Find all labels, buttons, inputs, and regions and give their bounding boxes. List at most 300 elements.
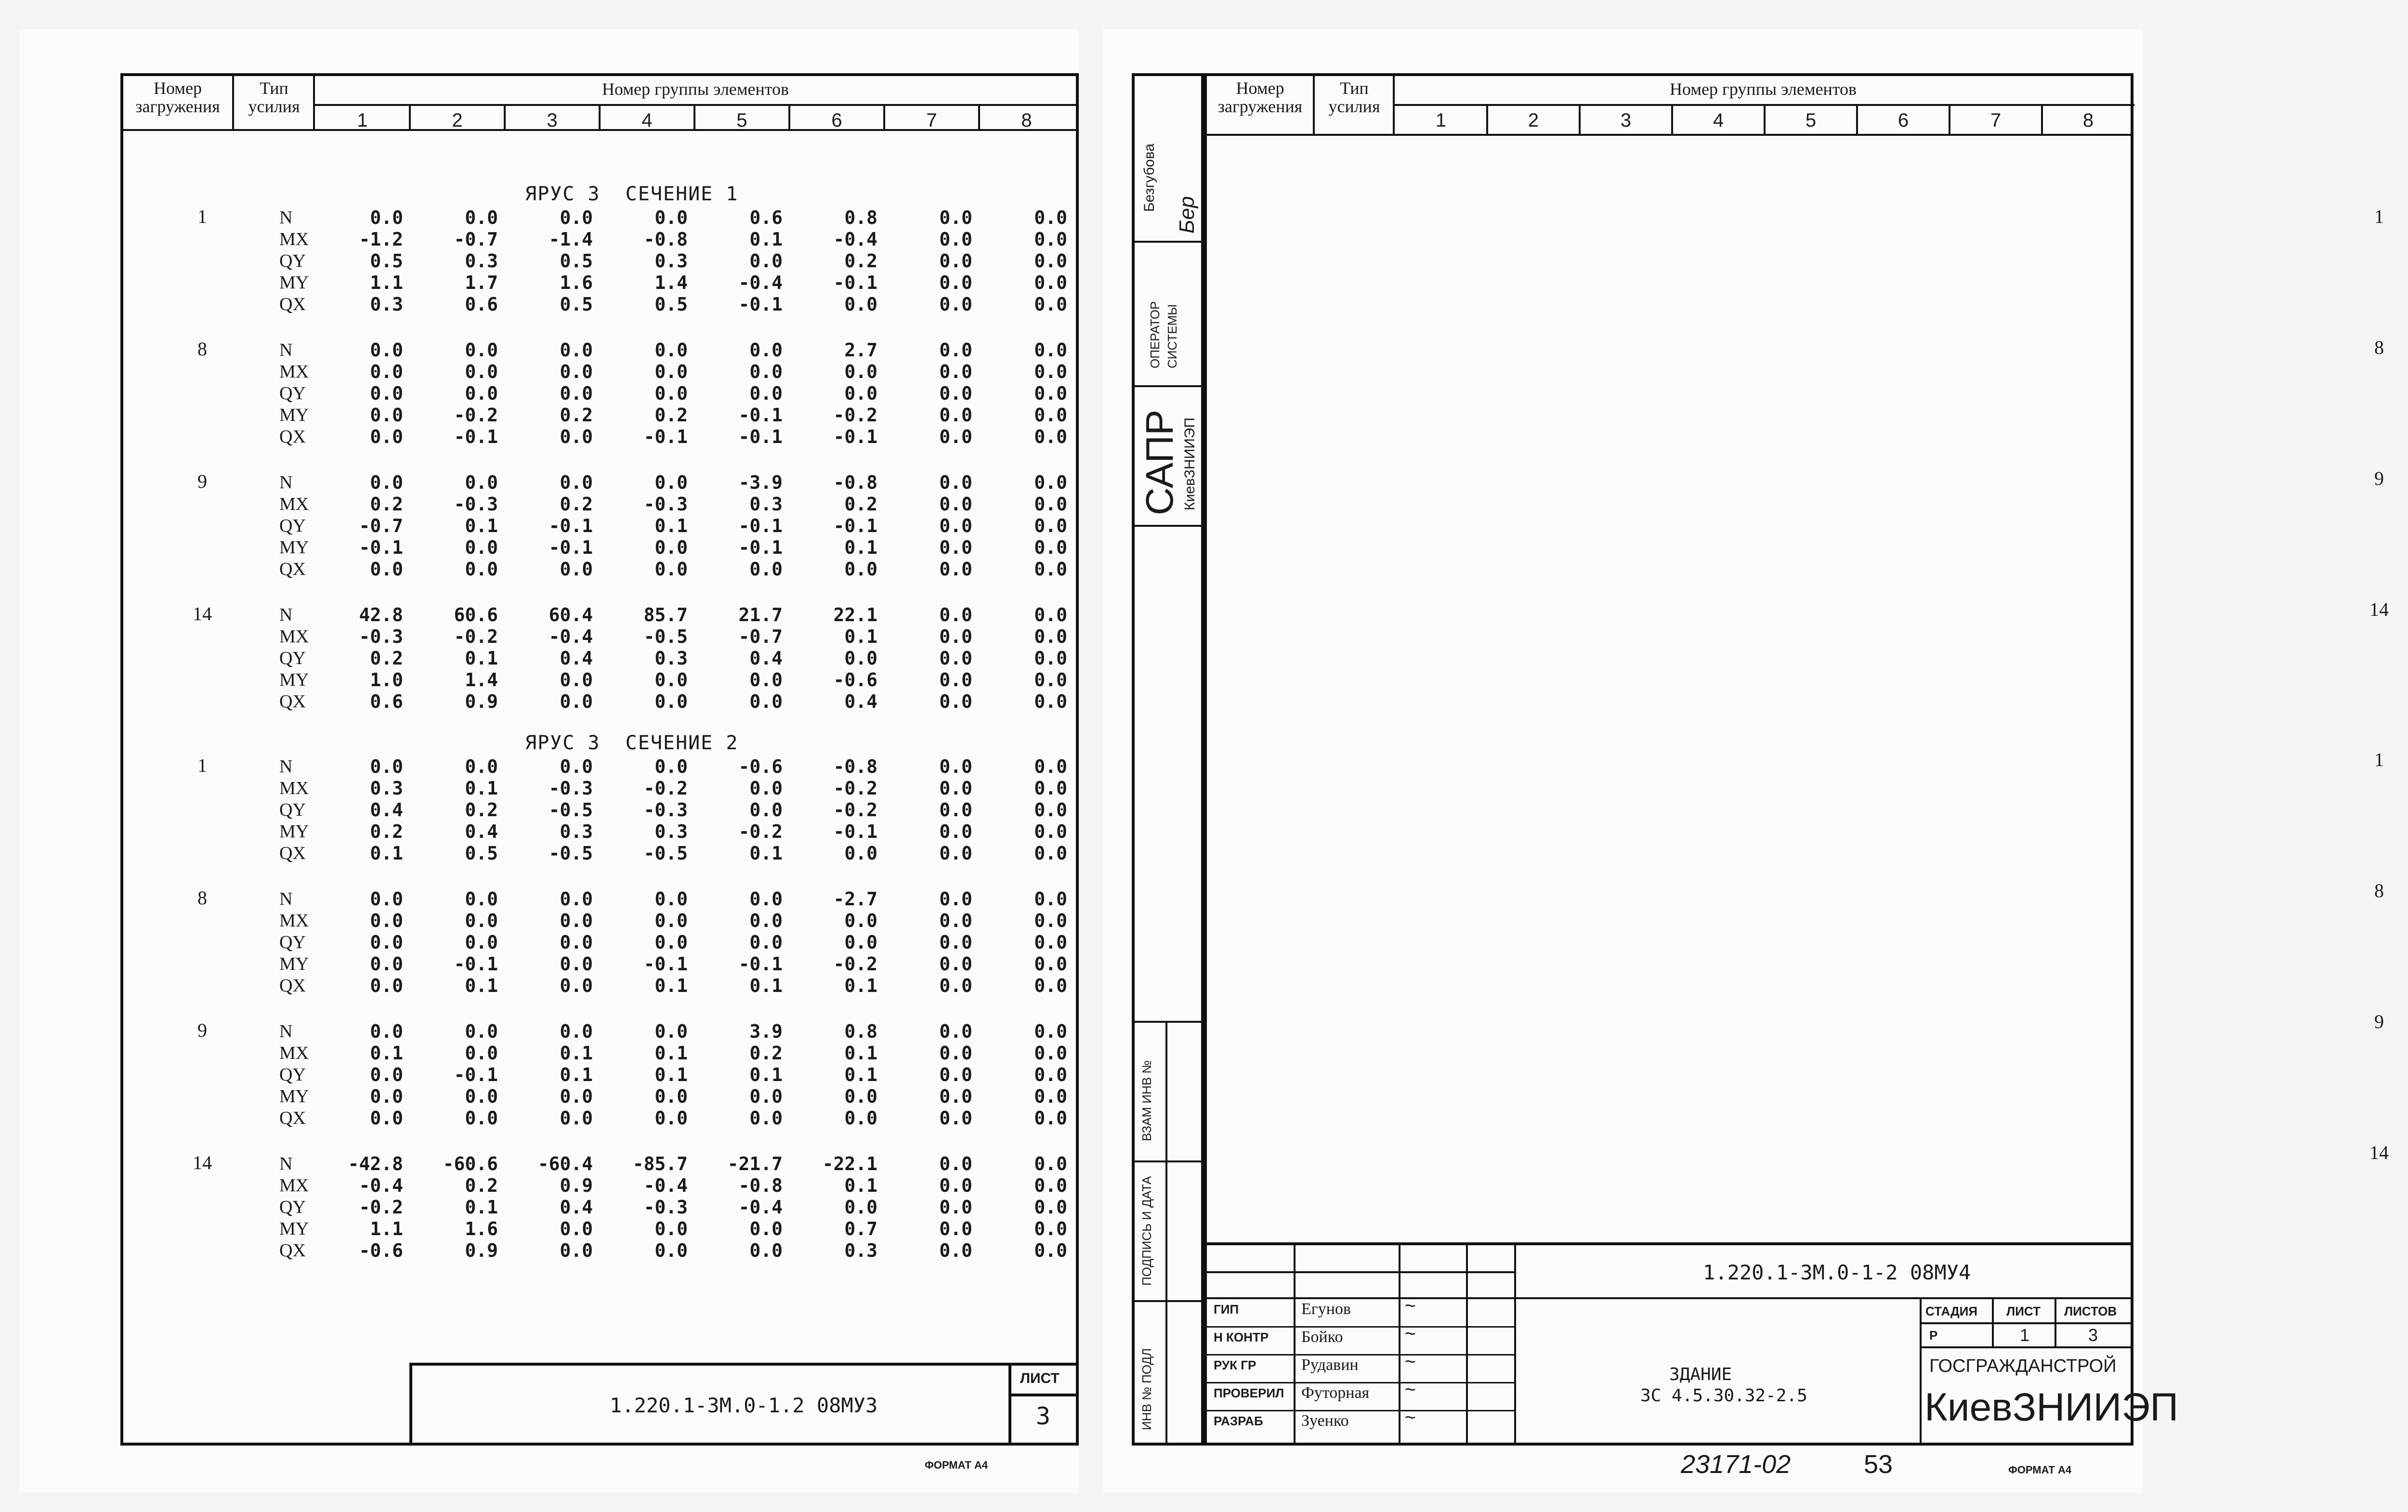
value-cell: 0.0	[654, 339, 688, 361]
value-cell: 0.1	[654, 1064, 688, 1085]
right-load-number: 8	[2374, 337, 2384, 358]
role-name: Рудавин	[1301, 1356, 1359, 1374]
side-inv-replace: ВЗАМ ИНВ №	[1139, 1060, 1154, 1141]
value-cell: -22.1	[822, 1153, 877, 1174]
value-cell: -0.1	[738, 515, 783, 536]
value-cell: -0.1	[738, 294, 783, 315]
value-cell: 0.4	[844, 691, 877, 712]
value-cell: 0.0	[654, 756, 688, 777]
group-col-5: 5	[1805, 110, 1817, 131]
group-col-8: 8	[1021, 110, 1032, 131]
force-type: N	[279, 605, 293, 625]
sheet-value: 1	[2020, 1325, 2030, 1345]
value-cell: 0.0	[370, 1064, 403, 1085]
right-load-number: 8	[2374, 880, 2384, 901]
value-cell: 0.1	[465, 1197, 498, 1218]
value-cell: 0.0	[939, 1021, 972, 1042]
value-cell: 0.0	[939, 691, 972, 712]
value-cell: 0.0	[939, 843, 972, 864]
value-cell: 0.3	[370, 778, 403, 799]
value-cell: -0.2	[454, 404, 498, 426]
value-cell: 0.0	[1034, 1021, 1067, 1042]
value-cell: -0.1	[738, 404, 783, 426]
value-cell: 0.0	[1034, 778, 1067, 799]
force-type: QX	[279, 559, 306, 579]
value-cell: 0.5	[370, 250, 403, 272]
value-cell: -0.3	[643, 494, 688, 515]
header-force-type: Тип усилия	[248, 78, 300, 116]
value-cell: 42.8	[359, 604, 403, 626]
group-col-7: 7	[1990, 110, 2002, 131]
value-cell: -0.1	[738, 426, 783, 447]
left-load-number: 14	[193, 1152, 212, 1173]
force-type: N	[279, 472, 293, 493]
value-cell: -0.8	[833, 756, 877, 777]
value-cell: 0.3	[465, 250, 498, 272]
value-cell: 0.0	[939, 1218, 972, 1239]
value-cell: 0.3	[654, 250, 688, 272]
force-type: MY	[279, 670, 309, 690]
left-load-number: 1	[197, 206, 207, 227]
stage-value: Р	[1929, 1328, 1938, 1343]
value-cell: -0.7	[359, 515, 403, 536]
value-cell: -0.1	[833, 426, 877, 447]
group-col-2: 2	[1528, 110, 1539, 131]
value-cell: 0.0	[654, 1240, 688, 1261]
value-cell: 0.5	[465, 843, 498, 864]
value-cell: 60.4	[549, 604, 593, 626]
value-cell: -0.4	[738, 272, 783, 293]
value-cell: 0.1	[465, 975, 498, 996]
value-cell: 0.0	[560, 1218, 593, 1239]
group-col-8: 8	[2082, 110, 2094, 131]
value-cell: 0.0	[654, 691, 688, 712]
value-cell: 0.0	[939, 953, 972, 975]
title-block	[1204, 1242, 2179, 1446]
value-cell: 0.0	[939, 494, 972, 515]
title-block-code: 1.220.1-3М.0-1-2 08МУ4	[1703, 1261, 1971, 1284]
value-cell: 0.8	[844, 207, 877, 228]
value-cell: 0.0	[560, 426, 593, 447]
left-load-number: 9	[197, 1019, 207, 1041]
value-cell: 0.0	[1034, 910, 1067, 931]
value-cell: -0.1	[549, 537, 593, 558]
value-cell: 0.4	[749, 648, 783, 669]
value-cell: -0.2	[833, 799, 877, 821]
value-cell: 0.3	[654, 648, 688, 669]
value-cell: 0.0	[1034, 648, 1067, 669]
value-cell: 1.4	[465, 669, 498, 691]
value-cell: 0.3	[749, 494, 783, 515]
value-cell: 0.0	[939, 294, 972, 315]
force-type: MX	[279, 626, 309, 647]
left-section-title-2: ЯРУС 3 СЕЧЕНИЕ 2	[525, 732, 739, 754]
sheets-label: ЛИСТОВ	[2064, 1304, 2117, 1318]
value-cell: 0.0	[1034, 404, 1067, 426]
value-cell: 0.0	[465, 537, 498, 558]
value-cell: 0.0	[939, 910, 972, 931]
value-cell: -1.4	[549, 229, 593, 250]
value-cell: 0.0	[560, 207, 593, 228]
value-cell: 0.0	[844, 1197, 877, 1218]
value-cell: 0.0	[1034, 756, 1067, 777]
handwritten-number: 23171-02	[1681, 1450, 1791, 1479]
side-author-signature: Бер	[1175, 196, 1199, 234]
value-cell: 0.0	[370, 756, 403, 777]
value-cell: -0.4	[549, 626, 593, 647]
value-cell: 0.0	[465, 756, 498, 777]
value-cell: 0.0	[560, 932, 593, 953]
left-format: ФОРМАТ А4	[925, 1459, 988, 1471]
value-cell: 1.1	[370, 1218, 403, 1239]
group-col-6: 6	[831, 110, 842, 131]
value-cell: 0.0	[465, 361, 498, 382]
value-cell: 0.0	[654, 910, 688, 931]
value-cell: 0.0	[939, 932, 972, 953]
value-cell: 0.2	[844, 250, 877, 272]
object-title: ЗДАНИЕ	[1669, 1365, 1732, 1384]
value-cell: 0.0	[370, 932, 403, 953]
side-author: Безгубова	[1141, 143, 1157, 212]
left-stamp-code: 1.220.1-3М.0-1.2 08МУ3	[610, 1394, 878, 1417]
value-cell: 0.3	[560, 821, 593, 842]
sheets-value: 3	[2088, 1325, 2098, 1345]
value-cell: 0.0	[844, 910, 877, 931]
value-cell: 0.0	[1034, 207, 1067, 228]
signature: ~	[1404, 1295, 1416, 1316]
force-type: QX	[279, 427, 306, 447]
value-cell: -0.2	[833, 404, 877, 426]
right-format: ФОРМАТ А4	[2008, 1464, 2072, 1476]
force-type: N	[279, 340, 293, 360]
value-cell: 0.2	[654, 404, 688, 426]
handwritten-page: 53	[1864, 1450, 1893, 1479]
force-type: QY	[279, 648, 306, 668]
value-cell: 1.1	[370, 272, 403, 293]
value-cell: -42.8	[348, 1153, 403, 1174]
value-cell: 0.0	[465, 472, 498, 493]
value-cell: 0.0	[465, 888, 498, 910]
value-cell: 0.0	[560, 1086, 593, 1107]
header-group-title: Номер группы элементов	[602, 79, 789, 99]
value-cell: -0.2	[738, 821, 783, 842]
value-cell: 0.0	[1034, 1175, 1067, 1196]
value-cell: 0.0	[1034, 821, 1067, 842]
value-cell: 0.9	[560, 1175, 593, 1196]
value-cell: 0.0	[560, 1240, 593, 1261]
value-cell: -3.9	[738, 472, 783, 493]
value-cell: 0.0	[370, 953, 403, 975]
value-cell: 0.0	[1034, 669, 1067, 691]
value-cell: 0.1	[749, 975, 783, 996]
side-institute: КиевЗНИИЭП	[1182, 417, 1198, 510]
force-type: QY	[279, 932, 306, 952]
value-cell: 0.1	[370, 843, 403, 864]
role-label: ГИП	[1214, 1302, 1239, 1316]
value-cell: 0.0	[749, 910, 783, 931]
value-cell: -0.6	[738, 756, 783, 777]
value-cell: -0.3	[359, 626, 403, 647]
right-load-number: 14	[2369, 599, 2389, 620]
value-cell: 0.0	[939, 821, 972, 842]
value-cell: -21.7	[727, 1153, 783, 1174]
force-type: QX	[279, 843, 306, 863]
value-cell: 0.0	[465, 910, 498, 931]
group-col-1: 1	[357, 110, 368, 131]
value-cell: 0.0	[1034, 1086, 1067, 1107]
header-group-title-r: Номер группы элементов	[1669, 79, 1857, 99]
value-cell: 0.5	[560, 250, 593, 272]
force-type: MY	[279, 405, 309, 425]
value-cell: 0.0	[1034, 932, 1067, 953]
value-cell: 0.0	[1034, 472, 1067, 493]
value-cell: 0.0	[1034, 953, 1067, 975]
value-cell: -0.5	[643, 843, 688, 864]
value-cell: 0.1	[844, 537, 877, 558]
value-cell: -0.4	[738, 1197, 783, 1218]
value-cell: -0.3	[643, 1197, 688, 1218]
value-cell: -0.8	[643, 229, 688, 250]
signature: ~	[1404, 1351, 1416, 1372]
value-cell: 0.0	[939, 250, 972, 272]
value-cell: -2.7	[833, 888, 877, 910]
force-type: MX	[279, 494, 309, 514]
value-cell: 0.0	[560, 339, 593, 361]
value-cell: -0.2	[833, 953, 877, 975]
value-cell: 0.1	[560, 1043, 593, 1064]
value-cell: 0.0	[939, 1240, 972, 1261]
value-cell: 0.0	[370, 426, 403, 447]
value-cell: 0.0	[1034, 1153, 1067, 1174]
force-type: MY	[279, 1219, 309, 1239]
value-cell: -0.7	[454, 229, 498, 250]
value-cell: -0.1	[738, 537, 783, 558]
value-cell: 0.0	[1034, 515, 1067, 536]
value-cell: 0.0	[370, 1021, 403, 1042]
header-load-no-r: Номер загружения	[1217, 78, 1303, 116]
value-cell: -0.1	[454, 426, 498, 447]
value-cell: 0.1	[749, 229, 783, 250]
force-type: MY	[279, 1086, 309, 1107]
value-cell: 0.0	[844, 648, 877, 669]
header-load-no: Номер загружения	[135, 78, 220, 116]
value-cell: 0.0	[560, 1108, 593, 1129]
value-cell: 0.3	[370, 294, 403, 315]
value-cell: 0.0	[939, 229, 972, 250]
value-cell: 0.0	[465, 1043, 498, 1064]
value-cell: 0.0	[939, 559, 972, 580]
value-cell: 0.0	[939, 1108, 972, 1129]
value-cell: 0.0	[654, 1021, 688, 1042]
value-cell: 0.0	[749, 383, 783, 404]
force-type: QX	[279, 976, 306, 996]
value-cell: -0.6	[833, 669, 877, 691]
value-cell: 85.7	[643, 604, 688, 626]
value-cell: 0.0	[560, 691, 593, 712]
role-name: Егунов	[1301, 1300, 1351, 1318]
value-cell: 0.0	[654, 1218, 688, 1239]
value-cell: 0.0	[939, 361, 972, 382]
left-stamp	[409, 1363, 1079, 1446]
force-type: QY	[279, 251, 306, 271]
value-cell: 0.0	[654, 207, 688, 228]
value-cell: 0.0	[1034, 1108, 1067, 1129]
value-cell: 0.1	[749, 843, 783, 864]
group-col-4: 4	[1713, 110, 1724, 131]
value-cell: 0.0	[939, 799, 972, 821]
value-cell: 0.1	[465, 515, 498, 536]
value-cell: 0.0	[465, 1086, 498, 1107]
force-type: MX	[279, 1175, 309, 1196]
value-cell: 0.0	[749, 778, 783, 799]
left-load-number: 8	[197, 338, 207, 360]
right-frame	[1204, 73, 2133, 1446]
value-cell: 0.0	[370, 361, 403, 382]
value-cell: 0.2	[465, 799, 498, 821]
right-load-number: 9	[2374, 468, 2384, 489]
force-type: N	[279, 1154, 293, 1174]
value-cell: 0.0	[654, 932, 688, 953]
value-cell: 0.0	[939, 778, 972, 799]
left-load-number: 9	[197, 470, 207, 492]
value-cell: 0.0	[1034, 626, 1067, 647]
force-type: N	[279, 756, 293, 777]
value-cell: 0.0	[370, 383, 403, 404]
value-cell: 0.0	[844, 361, 877, 382]
left-page	[19, 29, 1079, 1493]
right-page	[1103, 29, 2389, 1493]
value-cell: 0.0	[1034, 229, 1067, 250]
force-type: MX	[279, 778, 309, 798]
value-cell: -0.1	[643, 426, 688, 447]
value-cell: 0.0	[465, 932, 498, 953]
value-cell: 0.1	[844, 1043, 877, 1064]
side-sign-date: ПОДПИСЬ И ДАТА	[1139, 1176, 1154, 1286]
value-cell: 0.0	[844, 294, 877, 315]
value-cell: 0.0	[370, 888, 403, 910]
value-cell: 0.0	[939, 515, 972, 536]
value-cell: 60.6	[454, 604, 498, 626]
value-cell: 0.0	[1034, 250, 1067, 272]
value-cell: 0.0	[749, 691, 783, 712]
left-load-number: 1	[197, 755, 207, 776]
value-cell: 0.0	[939, 669, 972, 691]
value-cell: 0.0	[370, 339, 403, 361]
right-table-header	[1204, 73, 2133, 136]
right-load-number: 1	[2374, 206, 2384, 227]
value-cell: 0.0	[1034, 1240, 1067, 1261]
value-cell: 0.0	[1034, 559, 1067, 580]
value-cell: 0.0	[1034, 1043, 1067, 1064]
value-cell: 0.1	[844, 1064, 877, 1085]
group-col-5: 5	[736, 110, 747, 131]
value-cell: -0.4	[359, 1175, 403, 1196]
value-cell: 0.3	[654, 821, 688, 842]
group-col-3: 3	[547, 110, 558, 131]
value-cell: -1.2	[359, 229, 403, 250]
value-cell: 0.0	[1034, 1197, 1067, 1218]
value-cell: 0.0	[1034, 426, 1067, 447]
right-load-number: 14	[2369, 1142, 2389, 1163]
value-cell: 1.7	[465, 272, 498, 293]
force-type: QX	[279, 1240, 306, 1261]
value-cell: 0.2	[370, 821, 403, 842]
value-cell: 0.1	[844, 975, 877, 996]
force-type: QY	[279, 516, 306, 536]
force-type: QY	[279, 1197, 306, 1217]
value-cell: 0.9	[465, 691, 498, 712]
value-cell: 0.2	[844, 494, 877, 515]
value-cell: 0.0	[939, 1197, 972, 1218]
value-cell: 0.0	[1034, 888, 1067, 910]
value-cell: 0.4	[465, 821, 498, 842]
value-cell: 0.0	[560, 975, 593, 996]
value-cell: -0.4	[833, 229, 877, 250]
value-cell: 0.0	[939, 756, 972, 777]
value-cell: 0.0	[844, 1086, 877, 1107]
value-cell: -0.5	[549, 843, 593, 864]
value-cell: -60.4	[537, 1153, 593, 1174]
value-cell: 0.0	[370, 1086, 403, 1107]
force-type: QX	[279, 691, 306, 712]
value-cell: -0.8	[833, 472, 877, 493]
side-operator: ОПЕРАТОР СИСТЕМЫ	[1148, 301, 1179, 368]
force-type: MY	[279, 537, 309, 558]
value-cell: 0.0	[370, 1108, 403, 1129]
signature: ~	[1404, 1323, 1416, 1344]
role-label: ПРОВЕРИЛ	[1214, 1386, 1284, 1400]
force-type: MX	[279, 362, 309, 382]
value-cell: 0.9	[465, 1240, 498, 1261]
value-cell: -0.7	[738, 626, 783, 647]
force-type: MY	[279, 821, 309, 842]
value-cell: 0.7	[844, 1218, 877, 1239]
signature: ~	[1404, 1379, 1416, 1400]
left-load-number: 14	[193, 603, 212, 625]
value-cell: 0.8	[844, 1021, 877, 1042]
value-cell: 0.0	[1034, 799, 1067, 821]
value-cell: -0.3	[549, 778, 593, 799]
value-cell: 0.0	[654, 1108, 688, 1129]
value-cell: 0.0	[1034, 361, 1067, 382]
value-cell: 0.5	[560, 294, 593, 315]
value-cell: 0.0	[844, 932, 877, 953]
value-cell: 0.0	[465, 339, 498, 361]
value-cell: 0.0	[560, 361, 593, 382]
group-col-4: 4	[641, 110, 653, 131]
value-cell: 0.0	[939, 426, 972, 447]
force-type: QY	[279, 383, 306, 404]
value-cell: -0.3	[454, 494, 498, 515]
value-cell: 0.0	[1034, 843, 1067, 864]
group-col-2: 2	[452, 110, 463, 131]
value-cell: 0.0	[1034, 383, 1067, 404]
value-cell: -60.6	[443, 1153, 498, 1174]
left-sheet-label: ЛИСТ	[1020, 1370, 1060, 1386]
value-cell: -0.1	[833, 515, 877, 536]
right-load-number: 9	[2374, 1011, 2384, 1032]
force-type: N	[279, 1021, 293, 1042]
value-cell: 0.0	[370, 975, 403, 996]
value-cell: 0.2	[370, 648, 403, 669]
side-inv-orig: ИНВ № ПОДЛ	[1139, 1348, 1154, 1430]
value-cell: 0.0	[1034, 691, 1067, 712]
value-cell: 0.0	[939, 1175, 972, 1196]
value-cell: 0.0	[1034, 339, 1067, 361]
value-cell: 0.0	[1034, 294, 1067, 315]
value-cell: 0.0	[939, 888, 972, 910]
value-cell: 22.1	[833, 604, 877, 626]
